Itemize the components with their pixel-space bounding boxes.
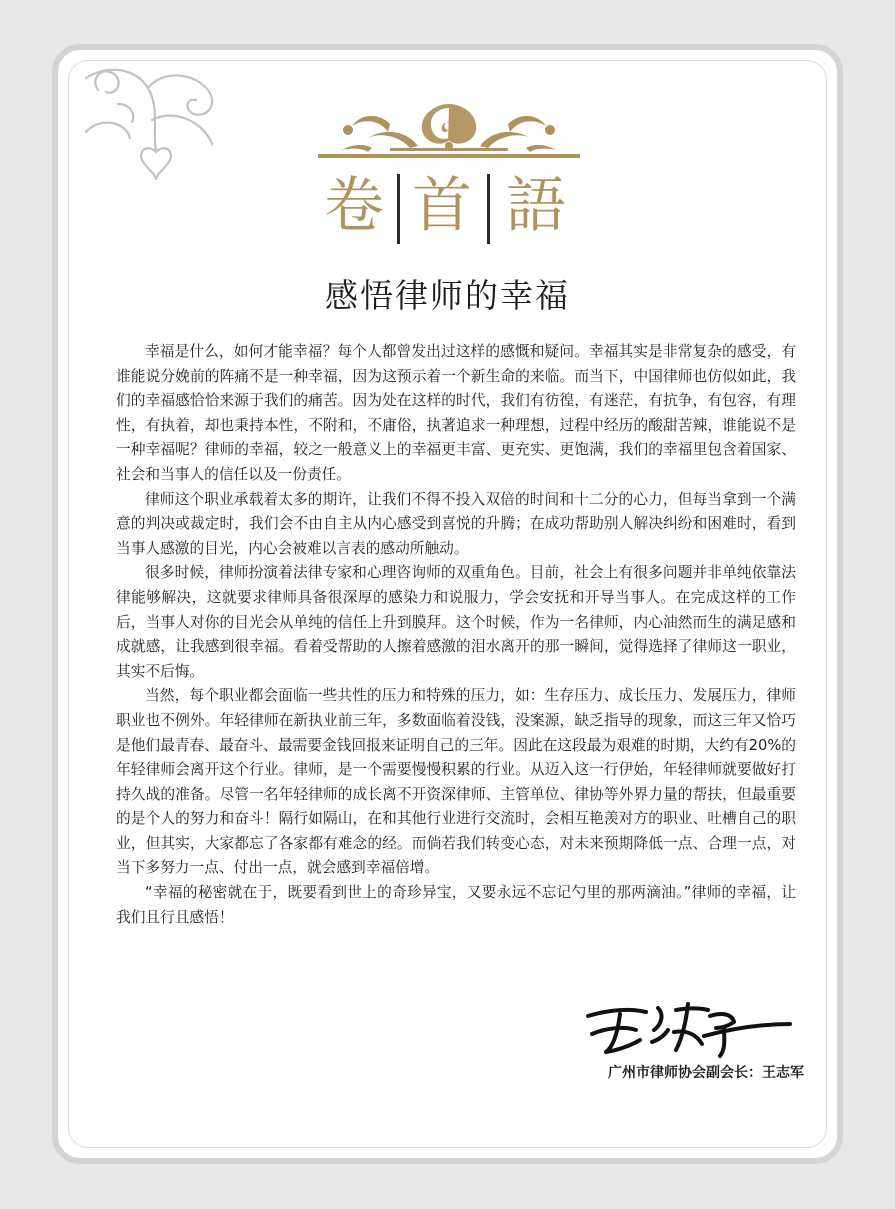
header-char-3: 語 [506,171,566,241]
signature-caption: 广州市律师协会副会长：王志军 [608,1065,804,1081]
paragraph-1: 幸福是什么，如何才能幸福？每个人都曾发出过这样的感慨和疑问。幸福其实是非常复杂的感受，有谁能说分娩前的阵痛不是一种幸福，因为这预示着一个新生命的来临。而当下，中国律师也仿似如此，我们的幸福感恰恰来源于我们的痛苦。因为处在这样的时代，我们有彷徨，有迷茫，有抗争，有包容，有理性，有执着，却也秉持本性，不附和，不庸俗，执著追求一种理想，过程中经历的酸甜苦辣，谁能说不是一种幸福呢？律师的幸福，较之一般意义上的幸福更丰富、更充实、更饱满，我们的幸福里包含着国家、社会和当事人的信任以及一份责任。 [116,343,796,483]
header-char-1: 卷 [324,171,384,241]
article-body [116,340,796,930]
header-divider-2 [487,174,490,244]
column-header [318,168,580,246]
paragraph-3: 很多时候，律师扮演着法律专家和心理咨询师的双重角色。目前，社会上有很多问题并非单纯依靠法律能够解决，这就要求律师具备很深厚的感染力和说服力，学会安抚和开导当事人。在完成这样的工作后，当事人对你的目光会从单纯的信任上升到膜拜。这个时候，作为一名律师，内心油然而生的满足感和成就感，让我感到很幸福。看着受帮助的人擦着感激的泪水离开的那一瞬间，觉得选择了律师这一职业，其实不后悔。 [116,564,796,680]
paragraph-4: 当然，每个职业都会面临一些共性的压力和特殊的压力，如：生存压力、成长压力、发展压力，律师职业也不例外。年轻律师在新执业前三年，多数面临着没钱，没案源，缺乏指导的现象，而这三年又恰巧是他们最青春、最奋斗、最需要金钱回报来证明自己的三年。因此在这段最为艰难的时期，大约有20%的年轻律师会离开这个行业。律师，是一个需要慢慢积累的行业。从迈入这一行伊始，年轻律师就要做好打持久战的准备。尽管一名年轻律师的成长离不开资深律师、主管单位、律协等外界力量的帮扶，但最重要的是个人的努力和奋斗！隔行如隔山，在和其他行业进行交流时，会相互艳羡对方的职业、吐槽自己的职业，但其实，大家都忘了各家都有难念的经。而倘若我们转变心态，对未来预期降低一点、合理一点，对当下多努力一点、付出一点，就会感到幸福倍增。 [116,687,796,877]
article-title: 感悟律师的幸福 [325,276,570,315]
handwritten-signature [584,1000,794,1060]
corner-flourish-heart-icon [78,60,248,190]
gold-crest-ornament [318,100,580,168]
paragraph-2: 律师这个职业承载着太多的期许，让我们不得不投入双倍的时间和十二分的心力，但每当拿到一个满意的判决或裁定时，我们会不由自主从内心感受到喜悦的升腾；在成功帮助别人解决纠纷和困难时，看到当事人感激的目光，内心会被难以言表的感动所触动。 [116,490,796,557]
paragraph-5: “幸福的秘密就在于，既要看到世上的奇珍异宝，又要永远不忘记勺里的那两滴油。”律师的幸福，让我们且行且感悟！ [116,884,796,926]
header-char-2: 首 [412,171,472,241]
header-divider-1 [397,174,400,244]
